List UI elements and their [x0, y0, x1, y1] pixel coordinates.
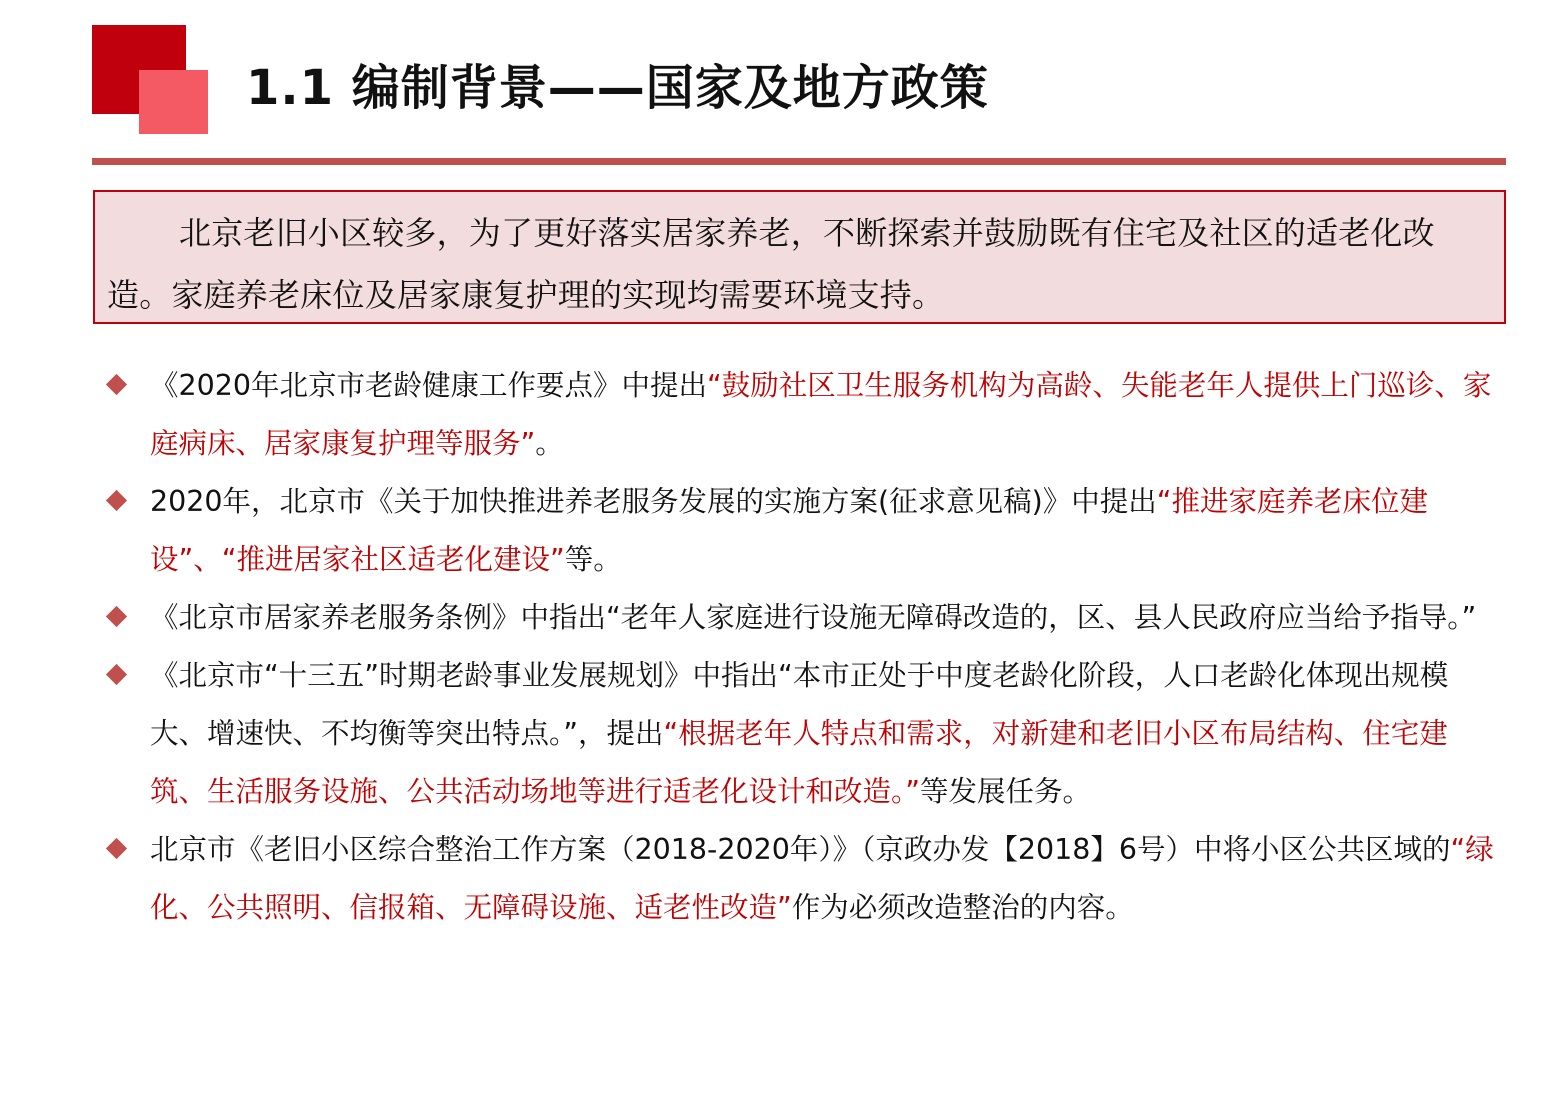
- policy-text: 《2020年北京市老龄健康工作要点》中提出: [150, 369, 708, 402]
- policy-quote-highlight: “根据老年人特点和需求，对新建和老旧小区布局结构、住宅建筑、生活服务设施、公共活动场地等进行适老化设计和改造。”: [150, 717, 1448, 808]
- policy-quote-highlight: “推进家庭养老床位建设”、“推进居家社区适老化建设”: [150, 485, 1429, 576]
- policy-quote-highlight: “绿化、公共照明、信报箱、无障碍设施、适老性改造”: [150, 833, 1494, 924]
- decor-square-light: [139, 70, 208, 134]
- policy-text: 作为必须改造整治的内容。: [791, 891, 1134, 924]
- diamond-icon: [106, 838, 127, 859]
- title-divider: [92, 158, 1506, 165]
- policy-text: 2020年，北京市《关于加快推进养老服务发展的实施方案(征求意见稿)》中提出: [150, 485, 1157, 518]
- policy-text: 。: [535, 427, 564, 460]
- policy-list: [100, 357, 1500, 937]
- policy-text: 等发展任务。: [920, 775, 1092, 808]
- summary-box: [93, 190, 1506, 324]
- policy-quote-highlight: “鼓励社区卫生服务机构为高龄、失能老年人提供上门巡诊、家庭病床、居家康复护理等服务”: [150, 369, 1492, 460]
- page-title: 1.1 编制背景——国家及地方政策: [246, 60, 989, 116]
- policy-item: [100, 821, 1500, 937]
- policy-text: 等。: [564, 543, 622, 576]
- diamond-icon: [106, 664, 127, 685]
- policy-text: 北京市《老旧小区综合整治工作方案（2018-2020年）》（京政办发【2018】6号）中将小区公共区域的: [150, 833, 1451, 866]
- diamond-icon: [106, 490, 127, 511]
- summary-text: 北京老旧小区较多，为了更好落实居家养老，不断探索并鼓励既有住宅及社区的适老化改造。家庭养老床位及居家康复护理的实现均需要环境支持。: [107, 214, 1435, 314]
- diamond-icon: [106, 374, 127, 395]
- policy-item: [100, 589, 1500, 647]
- policy-text: 《北京市“十三五”时期老龄事业发展规划》中指出“本市正处于中度老龄化阶段，人口老龄化体现出规模大、增速快、不均衡等突出特点。”，提出: [150, 659, 1449, 750]
- policy-item: [100, 647, 1500, 821]
- policy-item: [100, 357, 1500, 473]
- policy-text: 《北京市居家养老服务条例》中指出“老年人家庭进行设施无障碍改造的，区、县人民政府应当给予指导。”: [150, 601, 1477, 634]
- policy-item: [100, 473, 1500, 589]
- diamond-icon: [106, 606, 127, 627]
